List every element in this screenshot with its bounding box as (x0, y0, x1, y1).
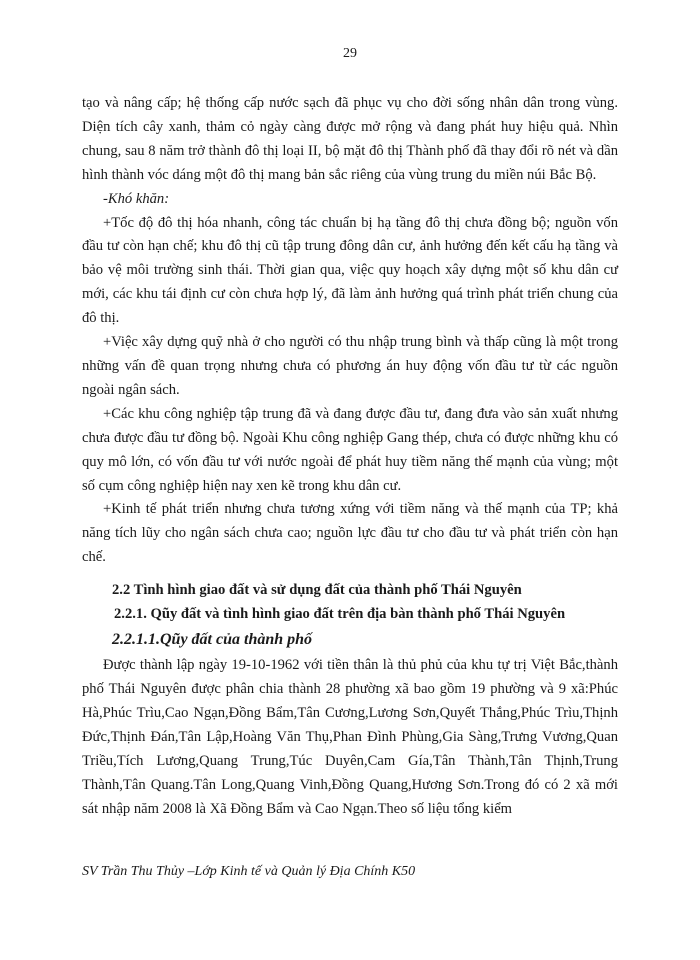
paragraph-city-wards: Được thành lập ngày 19-10-1962 với tiền thân là thủ phủ của khu tự trị Việt Bắc,thành phố Thái Nguyên được phân chia thành 28 phường xã bao gồm 19 phường và 9 xã:Phúc Hà,Phúc Trìu,Cao Ngạn,Đồng Bẩm,Tân Cương,Lương Sơn,Quyết Thắng,Phúc Trìu,Thịnh Đức,Thịnh Đán,Tân Lập,Hoàng Văn Thụ,Phan Đình Phùng,Gia Sàng,Trưng Vương,Quan Triều,Tích Lương,Quang Trung,Túc Duyên,Cam Gía,Tân Thành,Tân Thịnh,Trung Thành,Tân Quang.Tân Long,Quang Vinh,Đồng Quang,Hương Sơn.Trong đó có 2 xã mới sát nhập năm 2008 là Xã Đồng Bẩm và Cao Ngạn.Theo số liệu tổng kiểm (82, 657, 618, 817)
section-heading-2-2-1-1: 2.2.1.1.Qũy đất của thành phố (112, 631, 313, 649)
document-body (82, 92, 618, 821)
paragraph-economy: +Kinh tế phát triển nhưng chưa tương xứng với tiềm năng và thế mạnh của TP; khả năng tích lũy cho ngân sách chưa cao; nguồn lực đầu tư cho đầu tư và phát triển còn hạn chế. (82, 501, 618, 566)
paragraph-housing-fund: +Việc xây dựng quỹ nhà ở cho người có thu nhập trung bình và thấp cũng là một trong những vấn đề quan trọng nhưng chưa có phương án huy động vốn đầu tư từ các nguồn ngoài ngân sách. (82, 334, 618, 398)
page-number: 29 (343, 46, 357, 61)
paragraph-urbanization-speed: +Tốc độ đô thị hóa nhanh, công tác chuẩn bị hạ tầng đô thị chưa đồng bộ; nguồn vốn đầu tư còn hạn chế; khu đô thị cũ tập trung đông dân cư, ảnh hưởng đến kết cấu hạ tầng và bảo vệ môi trường sinh thái. Thời gian qua, việc quy hoạch xây dựng một số khu dân cư mới, các khu tái định cư còn chưa hợp lý, đã làm ảnh hưởng quá trình phát triển chung của đô thị. (82, 214, 618, 327)
paragraph-urban-development: tạo và nâng cấp; hệ thống cấp nước sạch đã phục vụ cho đời sống nhân dân trong vùng. Diện tích cây xanh, thảm cỏ ngày càng được mở rộng và đang phát huy hiệu quả. Nhìn chung, sau 8 năm trở thành đô thị loại II, bộ mặt đô thị Thành phố đã thay đổi rõ nét và dần hình thành vóc dáng một đô thị mang bản sắc riêng của vùng trung du miền núi Bắc Bộ. (82, 95, 618, 183)
section-heading-2-2: 2.2 Tình hình giao đất và sử dụng đất của thành phố Thái Nguyên (112, 582, 522, 599)
section-heading-2-2-1: 2.2.1. Qũy đất và tình hình giao đất trên địa bàn thành phố Thái Nguyên (114, 606, 566, 623)
page-footer: SV Trần Thu Thủy –Lớp Kinh tế và Quản lý Địa Chính K50 (82, 864, 416, 879)
paragraph-industrial-zones: +Các khu công nghiệp tập trung đã và đang được đầu tư, đang đưa vào sản xuất nhưng chưa được đầu tư đồng bộ. Ngoài Khu công nghiệp Gang thép, chưa có được những khu có quy mô lớn, có vốn đầu tư với nước ngoài để phát huy tiềm năng thế mạnh của vùng; một số cụm công nghiệp hiện nay xen kẽ trong khu dân cư. (82, 405, 618, 494)
difficulties-label: -Khó khăn: (103, 190, 170, 207)
